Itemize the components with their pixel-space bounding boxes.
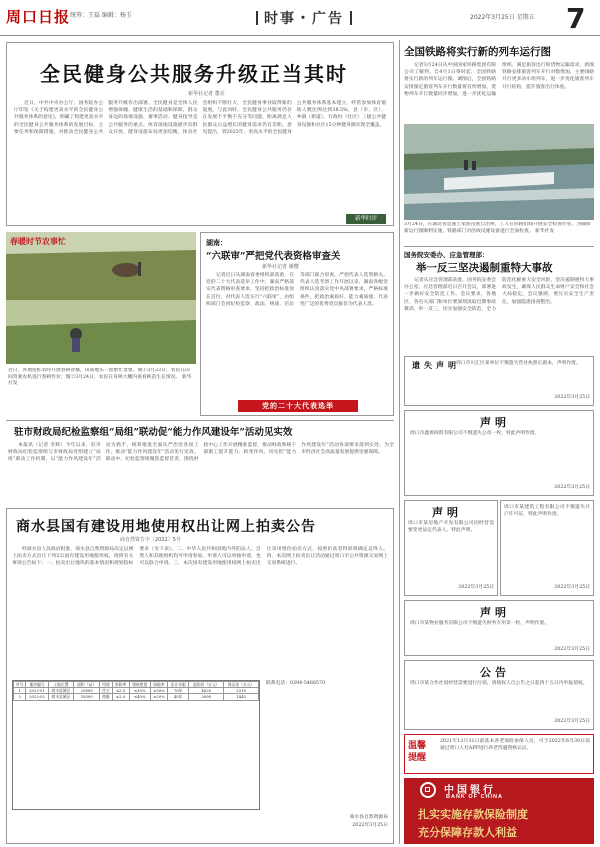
bureau-body	[8, 442, 394, 504]
land-headline: 商水县国有建设用地使用权出让网上拍卖公告	[16, 519, 316, 535]
notice-5-title: 公告	[480, 666, 510, 679]
table-cell: ≤40%	[129, 694, 150, 700]
hunan-body-text: 记者近日从湖南省委组织部获悉，在党的二十大代表选举工作中，湖南严格落实代表资格审查要求，坚持把政治标准放在首位，对代表人选实行“六联审”，由组织部门会同纪检监察、政法、统战、信访等部门联合审查，严把代表人选资格关。代表人选考察工作开展以来，湖南各级党组织认真落实党中央部署要求，严格标准条件，把政治素质好、能力素质强、代表性广泛的优秀党员推荐为代表人选。	[206, 273, 388, 307]
land-number: 商自然资告字〔2022〕5号	[120, 537, 181, 543]
safety-kicker: 国务院安委办、应急管理部：	[404, 251, 489, 259]
land-col-start-price: 起始价（万元）	[189, 682, 224, 688]
lead-body	[14, 100, 386, 220]
land-col-deposit: 保证金（万元）	[224, 682, 259, 688]
table-cell: ≤30%	[129, 688, 150, 694]
notice-1-title: 声明	[480, 416, 510, 429]
land-col-no: 序号	[14, 682, 26, 688]
land-col-green: 绿地率	[150, 682, 167, 688]
table-cell: ≥30%	[150, 688, 167, 694]
notice-4-body: 周口市某物业服务有限公司不慎遗失财务专用章一枚，声明作废。	[410, 621, 550, 626]
land-table	[12, 680, 260, 810]
river-railway-photo	[404, 124, 594, 220]
table-cell: 2890	[189, 694, 224, 700]
land-issuer: 商水县自然资源局	[349, 815, 388, 820]
reminder-label: 温馨提醒	[408, 741, 427, 763]
table-cell: 2310	[224, 688, 259, 694]
masthead-editor-line: 统筹：王磊 编辑：杨玉	[70, 12, 132, 19]
table-row	[14, 694, 259, 700]
column-divider	[399, 40, 400, 844]
boc-slogan-2: 充分保障存款人利益	[418, 826, 517, 839]
land-col-density: 建筑密度	[129, 682, 150, 688]
land-col-term: 出让年限	[168, 682, 189, 688]
train-body-text: 记者3月24日从中国国家铁路集团有限公司了解到，自4月1日零时起，全国铁路将实行新的列车运行图。调图后，全国铁路安排图定旅客列车开行数量将有所增加，货物列车开行数量同步增加，进一步优化运输组织，满足旅客出行和货物运输需求。新图铁路安排旅客列车开行对数增加，主要线路开行更多动车组列车，进一步优化旅客列车开行结构，提升旅客出行体验。	[404, 63, 594, 97]
notice-1-body: 周口市鑫源商贸有限公司不慎遗失公章一枚，特此声明作废。	[410, 431, 540, 436]
table-cell: 70年	[168, 688, 189, 694]
boc-slogan-1: 扎实实施存款保险制度	[418, 808, 528, 821]
lead-body-text: 近日，中共中央办公厅、国务院办公厅印发《关于构建更高水平的全民健身公共服务体系的意见》，明确了构建更高水平的全民健身公共服务体系的发展目标、主要任务和保障措施，对推动全民健身公共服务升级作出部署。全民健身是全体人民增强体魄、健康生活的基础和保障，群众身边的场地设施、赛事活动、健身指导是公共服务的重点。体育场地设施逐步向群众开放，健身设施布局更加均衡，体育社会组织不断壮大，全民健身事业取得新的进展。与此同时，全民健身公共服务仍存在发展不平衡不充分等问题，距离满足人民群众日益增长的健身需求仍有差距。意见提出，到2025年，更高水平的全民健身公共服务体系基本建立，经常参加体育锻炼人数比例达到38.5%，县（市、区）、乡镇（街道）、行政村（社区）三级公共健身设施和社区15分钟健身圈实现全覆盖。	[14, 101, 386, 135]
land-col-code: 地块编号	[26, 682, 48, 688]
table-cell: 2	[14, 694, 26, 700]
notice-5-date: 2022年3月25日	[554, 719, 590, 724]
table-cell: 1	[14, 688, 26, 694]
table-cell: 4620	[189, 688, 224, 694]
lead-byline: 新华社记者 董亮	[188, 91, 225, 97]
land-body	[12, 546, 388, 676]
boc-name-en: BANK OF CHINA	[446, 794, 503, 800]
table-cell: 25600	[74, 688, 100, 694]
land-parcels-table	[13, 681, 259, 701]
greenhouse-photo	[6, 300, 196, 364]
table-cell: 18300	[74, 694, 100, 700]
lead-headline: 全民健身公共服务升级正当其时	[40, 62, 348, 86]
hunan-kicker: 湖南：	[206, 238, 227, 247]
section-name: 时事・广告	[250, 8, 358, 28]
notice-lost-title: 遗失声明	[412, 360, 460, 370]
table-cell: 2022-01	[26, 688, 48, 694]
notice-3-body: 周口市某建筑工程有限公司不慎遗失开户许可证，特此声明作废。	[504, 505, 590, 517]
page-number: 7	[566, 2, 586, 35]
notice-5-body: 周口市某合作社因经营需要进行注销，请债权人自公告之日起四十五日内申报债权。	[410, 681, 588, 686]
spring-photo-bottom	[6, 300, 196, 364]
notice-4-date: 2022年3月25日	[554, 647, 590, 652]
reminder-body: 2021年12月31日前基本养老保险参保人员，可于2022年6月30日前通过周口人社APP进行养老待遇资格认证。	[440, 739, 590, 751]
masthead-date: 2022年3月25日 星期五	[470, 14, 535, 21]
notice-2-title: 声明	[432, 506, 462, 519]
land-col-area: 面积（㎡）	[74, 682, 100, 688]
safety-top-rule	[404, 246, 594, 247]
bureau-top-rule	[6, 420, 394, 421]
hunan-body	[206, 272, 388, 396]
masthead	[0, 0, 600, 36]
notice-2-body: 周口市某房地产开发有限公司因经营需要变更法定代表人，特此声明。	[408, 521, 494, 533]
table-cell: 商水县城区	[48, 688, 74, 694]
train-headline: 全国铁路将实行新的列车运行图	[404, 46, 551, 58]
boc-logo-icon	[420, 782, 436, 798]
table-cell: 商水县城区	[48, 694, 74, 700]
notice-2-date: 2022年3月25日	[458, 585, 494, 590]
land-body-text: 经商水县人民政府批准，商水县自然资源局决定以网上拍卖方式出让下列2宗国有建设用地使用权。现将有关事项公告如下：一、拍卖出让地块的基本情况和规划指标要求（见下表）。二、中华人民共和国境内外的法人、自然人和其他组织均可申请参加，申请人可以单独申请，也可以联合申请。三、本次国有建设用地使用权网上拍卖出让采用增价拍卖方式，按照价高者得原则确定竞得人。四、本次网上拍卖出让活动通过周口市公共资源交易网上交易系统进行。	[12, 547, 388, 567]
hunan-byline: 新华社记者 谢樱	[262, 264, 299, 270]
notice-4-title: 声明	[480, 606, 510, 619]
spring-photo-label: 春暖时节农事忙	[10, 236, 66, 246]
notice-lost-body: 周口市川汇区某单位不慎遗失营业执照正副本，声明作废。	[456, 361, 581, 366]
bureau-body-text: 本报讯（记者 李辉）今年以来，驻市财政局纪检监察组与市财政局党组建立“局组”联动工作机制，以“能力作风建设年”活动为抓手，统筹推进全面从严治党各项工作，推动“能力作风建设年”活动见行见效。联动中，纪检监察组聚焦监督首责，围绕财政中心工作开展精准监督，推动财政系统干部职工提升能力、转变作风，切实把“能力作风建设年”活动各项要求落到实处，为全市经济社会高质量发展提供坚强保障。	[8, 443, 394, 463]
newspaper-logo: 周口日报	[6, 8, 71, 26]
table-cell: 40年	[168, 694, 189, 700]
safety-headline: 举一反三坚决遏制重特大事故	[416, 262, 553, 274]
land-issue-date: 2022年3月25日	[352, 823, 388, 828]
land-contact: 联系电话：0394-5468570	[266, 681, 326, 686]
table-cell: ≤2.5	[112, 688, 129, 694]
train-body	[404, 62, 594, 120]
table-cell: 住宅	[100, 688, 112, 694]
table-cell: ≤2.0	[112, 694, 129, 700]
table-cell: ≥20%	[150, 694, 167, 700]
land-col-far: 容积率	[112, 682, 129, 688]
bureau-headline: 驻市财政局纪检监察组“局组”联动促“能力作风建设年”活动见实效	[14, 427, 293, 438]
table-cell: 2022-02	[26, 694, 48, 700]
boc-name-cn: 中国银行	[444, 785, 496, 796]
land-col-location: 土地位置	[48, 682, 74, 688]
safety-body-text: 记者从应急管理部获悉，国务院安委会办公室、应急管理部近日召开会议，部署进一步做好安全防范工作。会议要求，各地区、各有关部门和单位要深刻汲取近期事故教训，举一反三，切实加强安全防范，全力防范化解重大安全风险，坚决遏制重特大事故发生，确保人民群众生命财产安全和社会大局稳定。会议强调，要压实安全生产责任，加强隐患排查整治。	[404, 278, 594, 312]
xinhua-note-tag: 新华时评	[346, 214, 386, 224]
notice-3-date: 2022年3月25日	[554, 585, 590, 590]
table-cell: 商服	[100, 694, 112, 700]
notice-1-date: 2022年3月25日	[554, 485, 590, 490]
hunan-headline: “六联审”严把党代表资格审查关	[206, 251, 341, 262]
hunan-banner: 党的二十大代表选举	[238, 400, 358, 412]
train-caption: 3月24日，在湖北省恩施土家族苗族自治州，工人在铁路沿线开展安全检查作业。为确保新运行图顺利实施，铁路部门对沿线设施设备进行全面检查。 新华社发	[404, 222, 591, 234]
land-col-use: 用途	[100, 682, 112, 688]
spring-caption: 近日，各地抢抓农时开展春耕春播，田间地头一派繁忙景象。图①3月23日，农民在田间驾驶农机进行春耕作业；图②3月24日，农民在育秧大棚内查看秧苗生长情况。 新华社发	[8, 368, 192, 386]
notice-lost-date: 2022年3月25日	[554, 395, 590, 400]
safety-body	[404, 277, 594, 353]
table-cell: 1445	[224, 694, 259, 700]
train-photo	[404, 124, 594, 220]
